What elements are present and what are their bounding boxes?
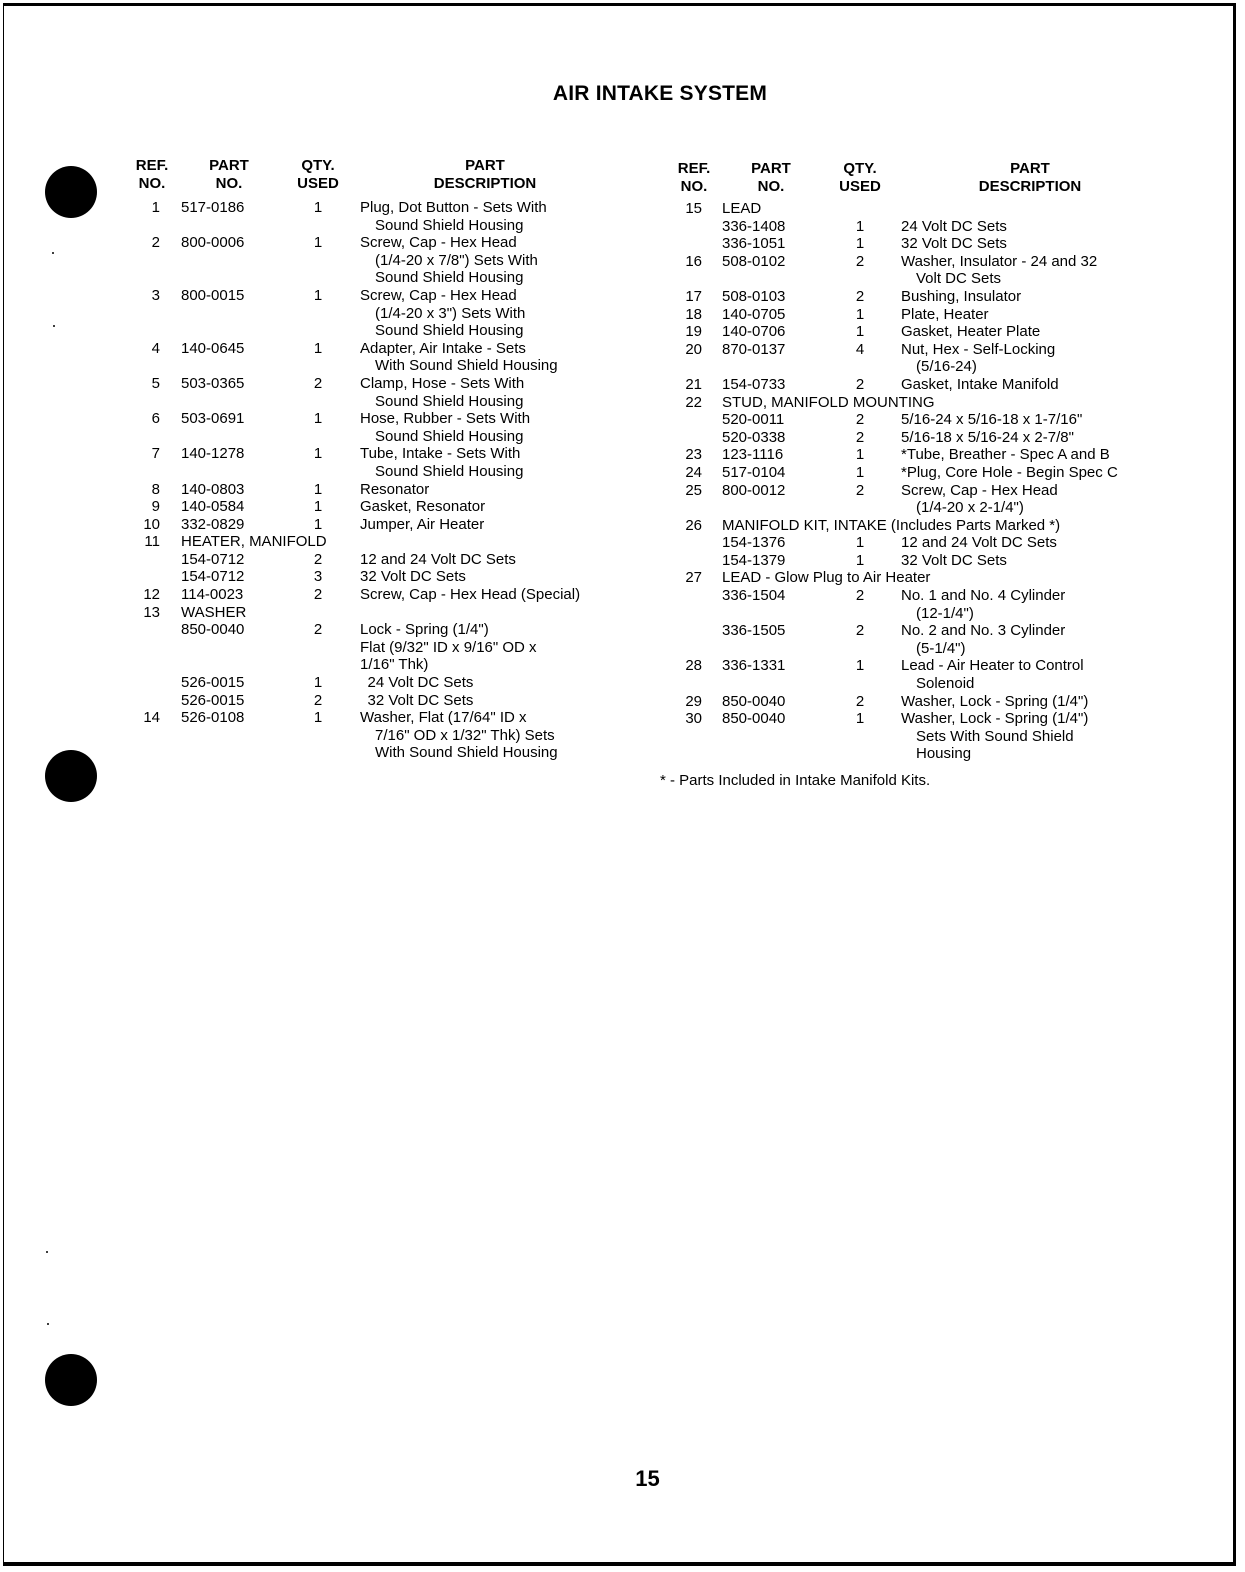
part-description: (1/4-20 x 3") Sets With [375, 304, 526, 322]
header-ref-right: REF. NO. [677, 160, 711, 195]
part-no: 508-0103 [722, 287, 786, 305]
ref-no: 26 [685, 516, 702, 534]
part-description: Sound Shield Housing [375, 427, 524, 445]
part-no: 526-0015 [181, 674, 245, 692]
part-no: 800-0015 [181, 286, 245, 304]
table-row [0, 429, 1230, 447]
part-description: Volt DC Sets [916, 270, 1002, 288]
header-qty-left: QTY. USED [297, 157, 339, 192]
ref-no: 5 [151, 374, 160, 392]
part-no: 336-1504 [722, 587, 786, 605]
part-no: 336-1051 [722, 235, 786, 253]
qty-used: 2 [855, 692, 865, 710]
table-row [0, 605, 1230, 623]
part-description: Screw, Cap - Hex Head [901, 481, 1058, 499]
part-no: STUD, MANIFOLD MOUNTING [722, 393, 935, 411]
ref-no: 16 [685, 252, 702, 270]
ref-no: 19 [685, 323, 702, 341]
ref-no: 25 [685, 481, 702, 499]
table-row [0, 499, 1230, 517]
part-description: 24 Volt DC Sets [901, 217, 1007, 235]
ref-no: 6 [151, 410, 160, 428]
qty-used: 1 [855, 534, 865, 552]
qty-used: 2 [855, 287, 865, 305]
part-description: With Sound Shield Housing [375, 744, 558, 762]
part-no: 140-0645 [181, 339, 245, 357]
table-row [0, 552, 1230, 570]
ref-no: 17 [685, 287, 702, 305]
qty-used: 2 [855, 252, 865, 270]
part-no: 508-0102 [722, 252, 786, 270]
table-row [0, 235, 1230, 253]
qty-used: 1 [313, 339, 323, 357]
qty-used: 2 [855, 411, 865, 429]
part-no: 123-1116 [722, 446, 784, 464]
part-no: 140-1278 [181, 445, 245, 463]
part-description: (5/16-24) [916, 358, 977, 376]
qty-used: 1 [313, 515, 323, 533]
ref-no: 2 [151, 234, 160, 252]
header-part-left: PART NO. [209, 157, 249, 192]
part-description: Screw, Cap - Hex Head [360, 234, 517, 252]
qty-used: 2 [855, 481, 865, 499]
qty-used: 1 [855, 710, 865, 728]
part-description: 32 Volt DC Sets [360, 568, 466, 586]
table-row [0, 482, 1230, 500]
part-description: Washer, Flat (17/64" ID x [360, 709, 527, 727]
table-row [0, 622, 1230, 640]
qty-used: 1 [313, 709, 323, 727]
part-no: 526-0015 [181, 691, 245, 709]
ref-no: 8 [151, 480, 160, 498]
part-description: Gasket, Heater Plate [901, 323, 1041, 341]
part-description: Lead - Air Heater to Control [901, 657, 1084, 675]
part-no: 520-0338 [722, 428, 786, 446]
part-no: 140-0584 [181, 498, 245, 516]
part-description: Screw, Cap - Hex Head [360, 286, 517, 304]
header-qty-right: QTY. USED [839, 160, 881, 195]
part-description: Sets With Sound Shield [916, 727, 1074, 745]
part-description: Sound Shield Housing [375, 216, 524, 234]
part-no: 140-0705 [722, 305, 786, 323]
qty-used: 1 [855, 657, 865, 675]
qty-used: 3 [313, 568, 323, 586]
part-description: Screw, Cap - Hex Head (Special) [360, 586, 581, 604]
table-row [0, 323, 1230, 341]
part-no: LEAD [722, 200, 762, 217]
table-row [0, 517, 1230, 535]
part-description: 32 Volt DC Sets [901, 235, 1007, 253]
part-description: Washer, Insulator - 24 and 32 [901, 252, 1098, 270]
qty-used: 4 [855, 340, 865, 358]
qty-used: 2 [855, 428, 865, 446]
qty-used: 1 [313, 445, 323, 463]
part-description: 24 Volt DC Sets [367, 674, 474, 692]
part-description: *Plug, Core Hole - Begin Spec C [901, 463, 1118, 481]
binder-hole-bottom [45, 1354, 97, 1406]
table-row [0, 675, 1230, 693]
part-description: Clamp, Hose - Sets With [360, 374, 525, 392]
ref-no: 9 [151, 498, 160, 516]
part-no: HEATER, MANIFOLD [181, 533, 327, 551]
part-no: 140-0706 [722, 323, 786, 341]
table-row [0, 728, 1230, 746]
ref-no: 11 [144, 533, 160, 551]
part-description: Washer, Lock - Spring (1/4") [901, 710, 1089, 728]
part-description: No. 2 and No. 3 Cylinder [901, 622, 1066, 640]
part-no: 800-0012 [722, 481, 786, 499]
table-row [0, 218, 1230, 236]
part-description: *Tube, Breather - Spec A and B [901, 446, 1110, 464]
qty-used: 1 [313, 234, 323, 252]
ref-no: 7 [151, 445, 160, 463]
ref-no: 29 [685, 692, 702, 710]
part-description: (5-1/4") [916, 639, 966, 657]
ref-no: 10 [143, 515, 160, 533]
part-description: Sound Shield Housing [375, 322, 524, 340]
table-row [0, 745, 1230, 763]
ref-no: 23 [685, 446, 702, 464]
table-row [0, 640, 1230, 658]
qty-used: 2 [855, 622, 865, 640]
qty-used: 1 [855, 305, 865, 323]
ref-no: 1 [151, 199, 160, 216]
part-no: 503-0691 [181, 410, 245, 428]
part-no: WASHER [181, 603, 247, 621]
part-description: Gasket, Resonator [360, 498, 486, 516]
part-no: 336-1505 [722, 622, 786, 640]
table-row [0, 341, 1230, 359]
part-description: 5/16-18 x 5/16-24 x 2-7/8" [901, 428, 1074, 446]
footnote: * - Parts Included in Intake Manifold Kits. [660, 772, 931, 789]
qty-used: 2 [313, 691, 323, 709]
part-description: Lock - Spring (1/4") [360, 621, 489, 639]
qty-used: 1 [313, 286, 323, 304]
table-row [0, 306, 1230, 324]
header-desc-right: PART DESCRIPTION [978, 160, 1082, 195]
table-row [0, 376, 1230, 394]
part-no: 336-1331 [722, 657, 786, 675]
ref-no: 20 [685, 340, 702, 358]
page-title: AIR INTAKE SYSTEM [552, 82, 768, 105]
part-no: MANIFOLD KIT, INTAKE (Includes Parts Marked *) [722, 516, 1061, 534]
table-row [0, 288, 1230, 306]
ref-no: 22 [685, 393, 702, 411]
part-description: Gasket, Intake Manifold [901, 375, 1059, 393]
part-description: (1/4-20 x 7/8") Sets With [375, 251, 538, 269]
part-no: 154-1379 [722, 551, 786, 569]
table-row [0, 270, 1230, 288]
part-description: Solenoid [916, 675, 975, 693]
table-row [0, 253, 1230, 271]
part-no: 520-0011 [722, 411, 785, 429]
ref-no: 13 [143, 603, 160, 621]
ref-no: 14 [143, 709, 160, 727]
part-description: 7/16" OD x 1/32" Thk) Sets [375, 726, 555, 744]
qty-used: 2 [855, 587, 865, 605]
table-row [0, 587, 1230, 605]
qty-used: 1 [313, 199, 323, 216]
part-description: Sound Shield Housing [375, 392, 524, 410]
part-description: 32 Volt DC Sets [367, 691, 474, 709]
part-description: Resonator [360, 480, 430, 498]
part-description: 1/16" Thk) [360, 656, 429, 674]
part-no: 526-0108 [181, 709, 245, 727]
scan-speck [46, 1251, 48, 1253]
part-description: Hose, Rubber - Sets With [360, 410, 531, 428]
part-no: 154-0712 [181, 550, 245, 568]
table-row [0, 446, 1230, 464]
part-no: 870-0137 [722, 340, 786, 358]
qty-used: 1 [855, 446, 865, 464]
ref-no: 21 [685, 375, 702, 393]
part-no: 114-0023 [181, 586, 244, 604]
part-description: Washer, Lock - Spring (1/4") [901, 692, 1089, 710]
part-description: (1/4-20 x 2-1/4") [916, 499, 1024, 517]
table-row [0, 710, 1230, 728]
ref-no: 3 [151, 286, 160, 304]
table-row [0, 534, 1230, 552]
ref-no: 27 [685, 569, 702, 587]
part-no: 503-0365 [181, 374, 245, 392]
qty-used: 1 [313, 498, 323, 516]
qty-used: 1 [855, 235, 865, 253]
ref-no: 28 [685, 657, 702, 675]
part-no: 850-0040 [181, 621, 245, 639]
part-description: No. 1 and No. 4 Cylinder [901, 587, 1066, 605]
header-ref-left: REF. NO. [135, 157, 169, 192]
qty-used: 2 [313, 374, 323, 392]
part-description: Housing [916, 745, 972, 763]
header-desc-left: PART DESCRIPTION [433, 157, 537, 192]
ref-no: 24 [685, 463, 702, 481]
part-description: 5/16-24 x 5/16-18 x 1-7/16" [901, 411, 1083, 429]
part-no: 517-0186 [181, 199, 245, 216]
part-description: Jumper, Air Heater [360, 515, 485, 533]
table-row [0, 693, 1230, 711]
qty-used: 1 [855, 323, 865, 341]
qty-used: 2 [313, 550, 323, 568]
part-description: 12 and 24 Volt DC Sets [901, 534, 1057, 552]
qty-used: 1 [313, 410, 323, 428]
ref-no: 12 [143, 586, 160, 604]
parts-table-right [0, 200, 1230, 763]
qty-used: 2 [313, 586, 323, 604]
ref-no: 30 [685, 710, 702, 728]
part-no: 850-0040 [722, 692, 786, 710]
part-no: 332-0829 [181, 515, 245, 533]
part-no: 517-0104 [722, 463, 786, 481]
table-row [0, 464, 1230, 482]
table-row [0, 569, 1230, 587]
part-description: Sound Shield Housing [375, 462, 524, 480]
qty-used: 1 [313, 674, 323, 692]
part-no: 140-0803 [181, 480, 245, 498]
table-row [0, 358, 1230, 376]
part-description: 32 Volt DC Sets [901, 551, 1007, 569]
part-description: Adapter, Air Intake - Sets [360, 339, 526, 357]
part-no: 154-1376 [722, 534, 786, 552]
part-description: Plate, Heater [901, 305, 989, 323]
header-part-right: PART NO. [751, 160, 791, 195]
part-description: Bushing, Insulator [901, 287, 1022, 305]
part-description: Tube, Intake - Sets With [360, 445, 521, 463]
table-row [0, 657, 1230, 675]
part-description: Flat (9/32" ID x 9/16" OD x [360, 638, 537, 656]
part-description: Sound Shield Housing [375, 269, 524, 287]
part-no: 154-0733 [722, 375, 786, 393]
part-description: Plug, Dot Button - Sets With [360, 199, 547, 216]
table-row [0, 394, 1230, 412]
page-number: 15 [635, 1466, 660, 1491]
part-description: (12-1/4") [916, 604, 974, 622]
part-no: 800-0006 [181, 234, 245, 252]
ref-no: 15 [685, 200, 702, 217]
part-description: With Sound Shield Housing [375, 357, 558, 375]
qty-used: 1 [855, 551, 865, 569]
scan-speck [47, 1323, 49, 1325]
table-row [0, 200, 1230, 218]
part-no: LEAD - Glow Plug to Air Heater [722, 569, 931, 587]
qty-used: 1 [313, 480, 323, 498]
part-no: 336-1408 [722, 217, 786, 235]
ref-no: 4 [151, 339, 160, 357]
qty-used: 2 [313, 621, 323, 639]
qty-used: 1 [855, 463, 865, 481]
part-no: 850-0040 [722, 710, 786, 728]
qty-used: 2 [855, 375, 865, 393]
part-description: Nut, Hex - Self-Locking [901, 340, 1056, 358]
qty-used: 1 [855, 217, 865, 235]
ref-no: 18 [685, 305, 702, 323]
table-row [0, 411, 1230, 429]
part-no: 154-0712 [181, 568, 245, 586]
part-description: 12 and 24 Volt DC Sets [360, 550, 516, 568]
